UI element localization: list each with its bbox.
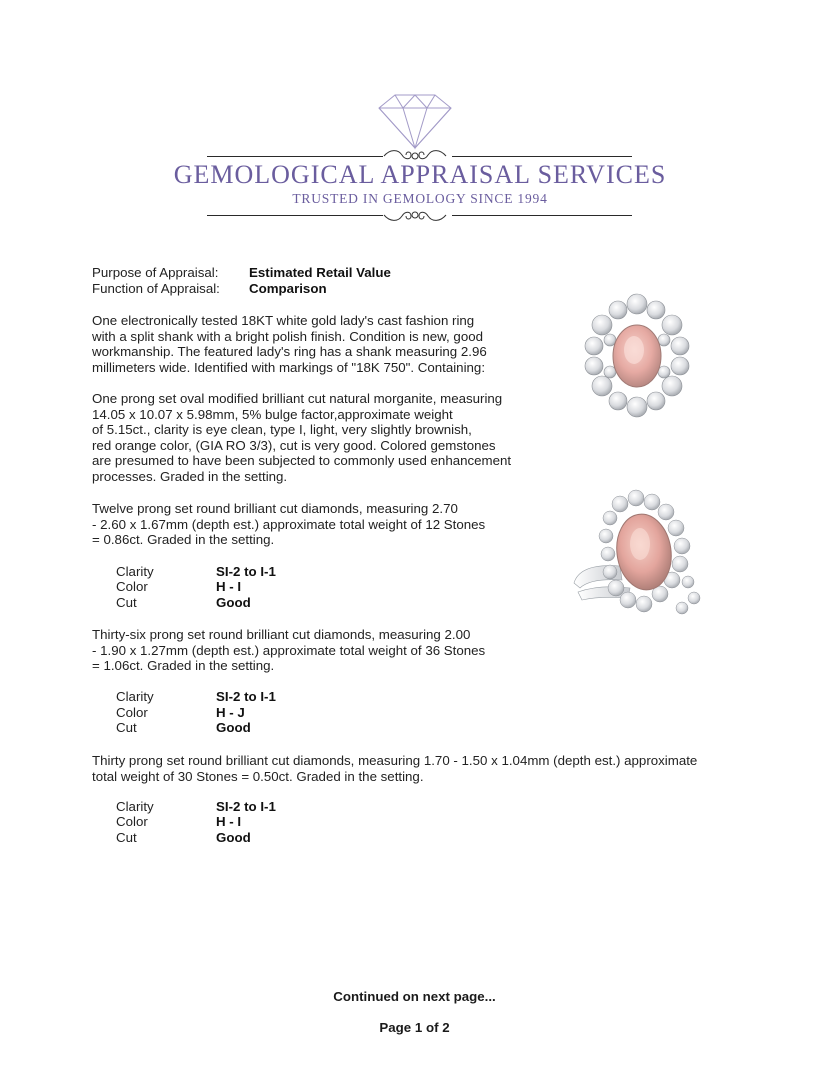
diamond-group-3-description: Thirty prong set round brilliant cut diamonds, measuring 1.70 - 1.50 x 1.04mm (depth est.) approximate total weight of 30 Stones = 0.50ct. Graded in the setting. [92,753,698,784]
page-number: Page 1 of 2 [379,1020,450,1035]
group-1-cut-label: Cut [116,595,137,610]
group-3-clarity-label: Clarity [116,799,154,814]
group-1-cut-value: Good [216,595,251,610]
group-2-cut-value: Good [216,720,251,735]
group-1-clarity-label: Clarity [116,564,154,579]
group-2-clarity-value: SI-2 to I-1 [216,689,276,704]
purpose-value: Estimated Retail Value [249,265,391,280]
header-rule-top-left [207,156,383,157]
header-rule-bottom-left [207,215,383,216]
header-rule-top-right [452,156,632,157]
ring-photo-top-view [580,290,695,420]
ring-photo-side-view [570,488,710,623]
group-3-color-label: Color [116,814,148,829]
group-2-color-label: Color [116,705,148,720]
group-1-color-value: H - I [216,579,242,594]
purpose-label: Purpose of Appraisal: [92,265,219,280]
function-label: Function of Appraisal: [92,281,220,296]
group-2-cut-label: Cut [116,720,137,735]
group-2-color-value: H - J [216,705,245,720]
group-3-color-value: H - I [216,814,242,829]
diamond-group-2-description: Thirty-six prong set round brilliant cut diamonds, measuring 2.00 - 1.90 x 1.27mm (depth est.) approximate total weight of 36 Stones = 1.06ct. Graded in the setting. [92,627,486,674]
function-value: Comparison [249,281,327,296]
group-1-color-label: Color [116,579,148,594]
group-3-cut-value: Good [216,830,251,845]
center-stone-description: One prong set oval modified brilliant cut natural morganite, measuring 14.05 x 10.07 x 5.98mm, 5% bulge factor,approximate weight of 5.15ct., clarity is eye clean, type I, light, very slightly brownish, red orange color, (GIA RO 3/3), cut is very good. Colored gemstones are presumed to have been subjected to commonly used enhancement processes. Graded in the setting. [92,391,512,484]
diamond-logo-icon [375,92,455,150]
header-rule-bottom-right [452,215,632,216]
group-3-cut-label: Cut [116,830,137,845]
group-2-clarity-label: Clarity [116,689,154,704]
brand-tagline: TRUSTED IN GEMOLOGY SINCE 1994 [292,191,548,206]
diamond-group-1-description: Twelve prong set round brilliant cut diamonds, measuring 2.70 - 2.60 x 1.67mm (depth est.) approximate total weight of 12 Stones = 0.86ct. Graded in the setting. [92,501,486,548]
group-3-clarity-value: SI-2 to I-1 [216,799,276,814]
group-1-clarity-value: SI-2 to I-1 [216,564,276,579]
brand-name: GEMOLOGICAL APPRAISAL SERVICES [173,160,667,189]
ring-description: One electronically tested 18KT white gold lady's cast fashion ring with a split shank with a bright polish finish. Condition is new, good workmanship. The featured lady's ring has a shank measuring 2.96 millimeters wide. Identified with markings of "18K 750". Containing: [92,313,487,375]
continued-note: Continued on next page... [333,989,496,1004]
scroll-ornament-icon [380,206,450,224]
